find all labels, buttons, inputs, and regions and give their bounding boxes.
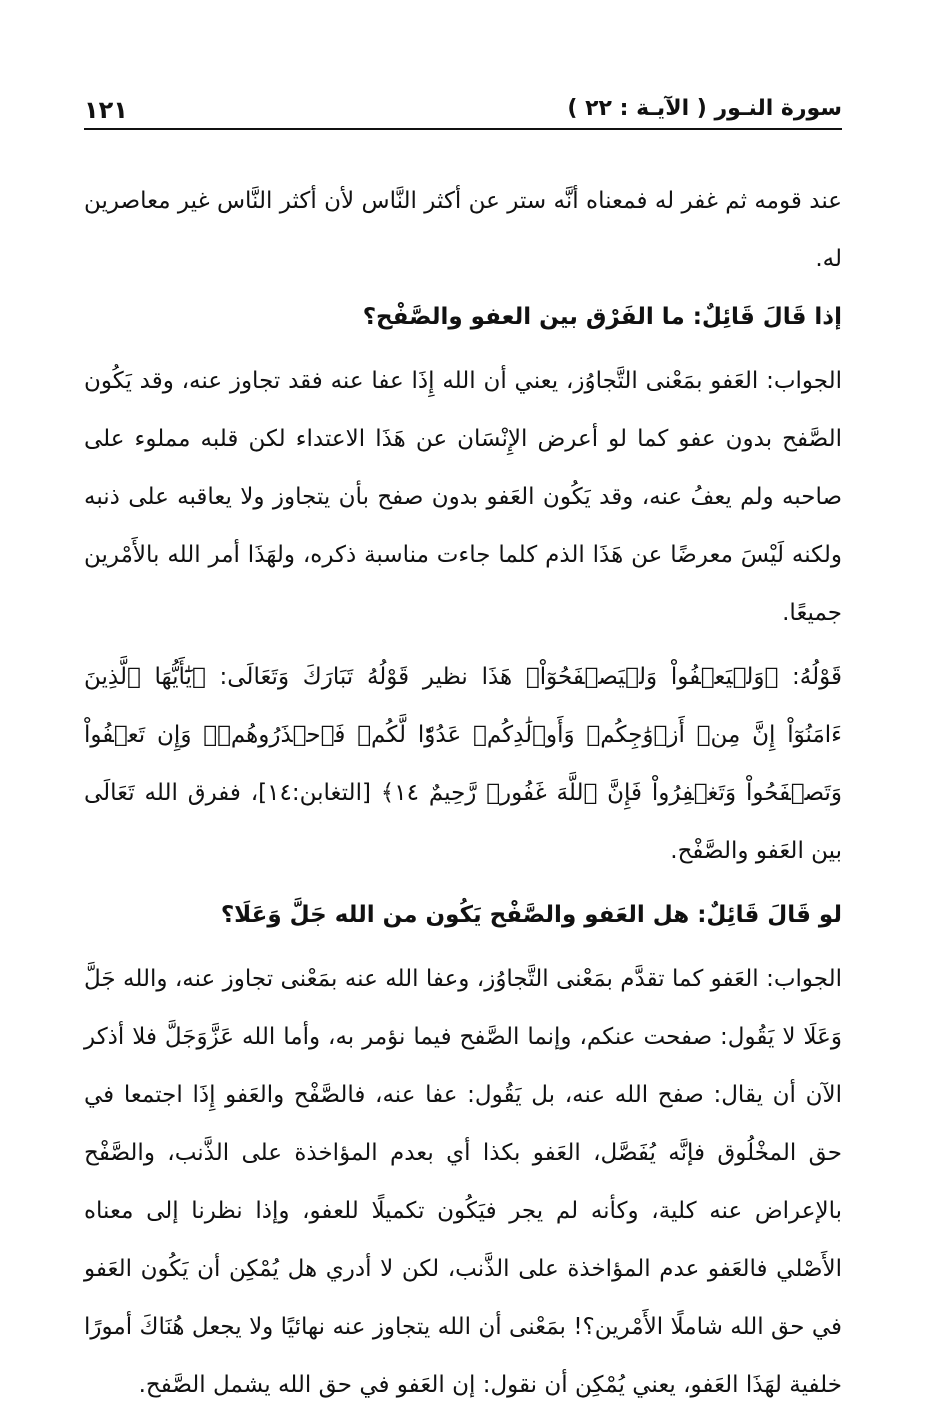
answer-paragraph: الجواب: العَفو بمَعْنى التَّجاوُز، يعني أن الله إِذَا عفا عنه فقد تجاوز عنه، وقد يَكُون الصَّفح بدون عفو كما لو أعرض الإِنْسَان عن هَذَا الاعتداء لكن قلبه مملوء على صاحبه ولم يعفُ عنه، وقد يَكُون العَفو بدون صفح بأن يتجاوز ولا يعاقبه على ذنبه ولكنه لَيْسَ معرضًا عن هَذَا الذم كلما جاءت مناسبة ذكره، ولهَذَا أمر الله بالأَمْرين جميعًا. — [84, 368, 842, 626]
question-heading: إذا قَالَ قَائِلٌ: ما الفَرْق بين العفو والصَّفْح؟ — [362, 304, 842, 330]
answer-paragraph: الجواب: العَفو كما تقدَّم بمَعْنى التَّجاوُز، وعفا الله عنه بمَعْنى تجاوز عنه، والله جَلَّ وَعَلَا لا يَقُول: صفحت عنكم، وإنما الصَّفح فيما نؤمر به، وأما الله عَزَّوَجَلَّ فلا أذكر الآن أن يقال: صفح الله عنه، بل يَقُول: عفا عنه، فالصَّفْح والعَفو إِذَا اجتمعا في حق المخْلُوق فإنَّه يُفَصَّل، العَفو بكذا أي بعدم المؤاخذة على الذَّنب، والصَّفْح بالإعراض عنه كلية، وكأنه لم يجر فيَكُون تكميلًا للعفو، وإذا نظرنا إلى معناه الأَصْلي فالعَفو عدم المؤاخذة على الذَّنب، لكن لا أدري هل يُمْكِن أن يَكُون العَفو في حق الله شاملًا الأَمْرين؟! بمَعْنى أن الله يتجاوز عنه نهائيًا ولا يجعل هُنَاكَ أمورًا خلفية لهَذَا العَفو، يعني يُمْكِن أن نقول: إن العَفو في حق الله يشمل الصَّفح. — [84, 966, 842, 1398]
page-header — [84, 92, 842, 128]
header-rule — [84, 128, 842, 130]
page-number: ١٢١ — [84, 96, 128, 124]
body-text — [84, 172, 842, 1414]
paragraph-continuation: عند قومه ثم غفر له فمعناه أنَّه ستر عن أكثر النَّاس لأن أكثر النَّاس غير معاصرين له. — [84, 188, 842, 272]
question-heading: لو قَالَ قَائِلٌ: هل العَفو والصَّفْح يَكُون من الله جَلَّ وَعَلَا؟ — [220, 902, 842, 928]
running-title: سورة النـور ( الآيـة : ٢٢ ) — [567, 96, 842, 121]
verse-commentary-paragraph: قَوْلُهُ: ﴿وَلۡيَعۡفُواْ وَلۡيَصۡفَحُوٓاْ﴾ هَذَا نظير قَوْلُهُ تَبَارَكَ وَتَعَالَى: ﴿يَٰٓأَيُّهَا ٱلَّذِينَ ءَامَنُوٓاْ إِنَّ مِنۡ أَزۡوَٰجِكُمۡ وَأَوۡلَٰدِكُمۡ عَدُوّٗا لَّكُمۡ فَٱحۡذَرُوهُمۡۚ وَإِن تَعۡفُواْ وَتَصۡفَحُواْ وَتَغۡفِرُواْ فَإِنَّ ٱللَّهَ غَفُورٞ رَّحِيمٌ ١٤﴾ [التغابن:١٤]، ففرق الله تَعَالَى بين العَفو والصَّفْح. — [84, 664, 842, 864]
